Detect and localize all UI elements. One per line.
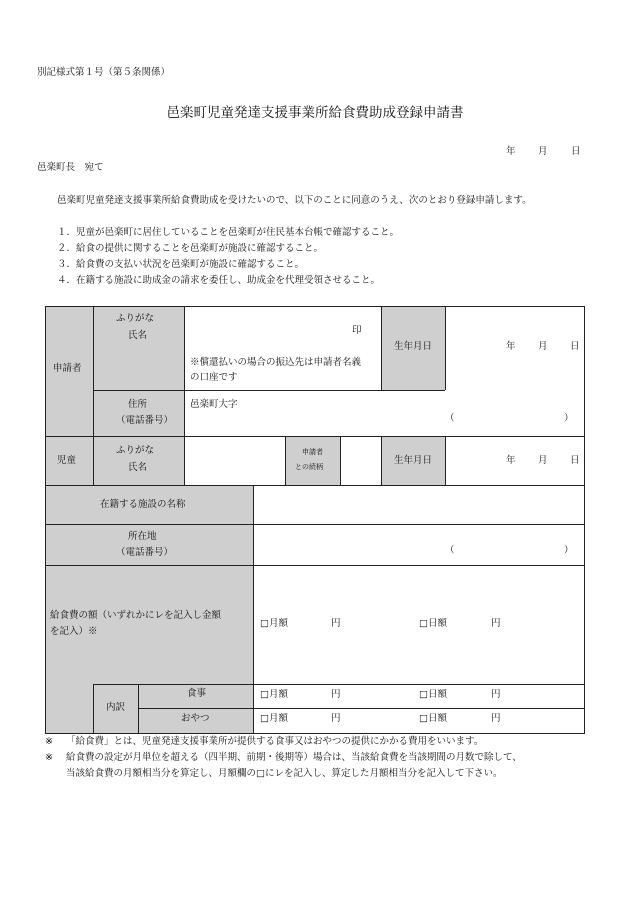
fee-yen-label: 円	[331, 618, 341, 629]
meal-yen-label: 円	[331, 689, 341, 700]
table-rule	[45, 565, 585, 566]
fee-breakdown-label-area	[45, 684, 253, 734]
child-relation-label: 申請者	[302, 448, 323, 456]
form-number: 別記様式第１号（第５条関係）	[37, 67, 171, 78]
seal-mark: 印	[352, 325, 362, 336]
facility-name-label: 在籍する施設の名称	[100, 499, 186, 510]
table-rule	[445, 306, 446, 390]
snack-yen-label: 円	[491, 713, 501, 724]
snack-yen-label: 円	[331, 713, 341, 724]
consent-item: ３．給食費の支払い状況を邑楽町が施設に確認すること。	[57, 259, 305, 270]
child-birth-month-label: 月	[538, 455, 548, 466]
table-rule	[93, 436, 94, 485]
table-border	[45, 306, 585, 307]
applicant-birth-year-label: 年	[506, 341, 516, 352]
fee-breakdown-label: 内訳	[106, 702, 126, 713]
meal-monthly-checkbox[interactable]: □月額	[260, 689, 288, 700]
applicant-address-label: 住所	[128, 399, 148, 410]
table-rule	[45, 485, 585, 486]
table-rule	[381, 436, 382, 485]
page-title: 邑楽町児童発達支援事業所給食費助成登録申請書	[166, 105, 464, 121]
child-birthdate-label: 生年月日	[394, 455, 433, 466]
child-section-label: 児童	[57, 455, 77, 466]
date-year-label: 年	[506, 146, 516, 157]
table-rule	[253, 485, 254, 734]
applicant-name-label: 氏名	[128, 330, 148, 341]
fee-daily-checkbox[interactable]: □日額	[419, 618, 447, 629]
table-rule	[184, 306, 185, 485]
phone-paren-close: ）	[564, 545, 574, 556]
table-rule	[45, 524, 585, 525]
note-text: 給食費の設定が月単位を超える（四半期、前期・後期等）場合は、当該給食費を当該期間の月数で除して、	[66, 752, 522, 763]
child-birth-year-label: 年	[506, 455, 516, 466]
table-rule	[93, 684, 585, 685]
note-mark: ※	[45, 736, 53, 747]
snack-monthly-checkbox[interactable]: □月額	[260, 713, 288, 724]
table-rule	[381, 306, 382, 390]
table-border	[584, 306, 585, 734]
table-rule	[445, 436, 446, 485]
child-birth-day-label: 日	[570, 455, 580, 466]
table-border	[45, 306, 46, 734]
applicant-section-label: 申請者	[53, 363, 82, 374]
meal-yen-label: 円	[491, 689, 501, 700]
date-month-label: 月	[538, 146, 548, 157]
intro-text: 邑楽町児童発達支援事業所給食費助成を受けたいので、以下のことに同意のうえ、次のとおり登録申請します。	[57, 195, 532, 206]
table-rule	[45, 436, 585, 437]
applicant-birthdate-label: 生年月日	[394, 341, 433, 352]
snack-label: おやつ	[181, 713, 210, 724]
application-form-table	[45, 306, 585, 734]
child-relation-label: との続柄	[295, 463, 323, 471]
table-rule	[93, 684, 94, 734]
table-rule	[138, 708, 585, 709]
consent-item: ４．在籍する施設に助成金の請求を委任し、助成金を代理受領させること。	[57, 275, 381, 286]
child-furigana-label: ふりがな	[116, 445, 155, 456]
phone-paren-open: （	[445, 413, 455, 424]
applicant-phone-label: （電話番号）	[116, 415, 174, 426]
meal-label: 食事	[187, 688, 207, 699]
child-name-label: 氏名	[128, 462, 148, 473]
addressee: 邑楽町長 宛て	[37, 162, 104, 173]
facility-location-label: 所在地	[128, 531, 157, 542]
applicant-furigana-label: ふりがな	[116, 313, 155, 324]
date-day-label: 日	[571, 146, 581, 157]
fee-monthly-checkbox[interactable]: □月額	[260, 618, 288, 629]
table-rule	[138, 684, 139, 734]
note-text: 「給食費」とは、児童発達支援事業所が提供する食事又はおやつの提供にかかる費用をいいます。	[66, 736, 484, 747]
applicant-birth-day-label: 日	[570, 341, 580, 352]
phone-paren-open: （	[445, 545, 455, 556]
fee-amount-label: 給食費の額（いずれかにレを記入し金額	[50, 610, 222, 621]
fee-label-cell	[45, 565, 253, 684]
child-relation-label-cell	[285, 436, 340, 485]
applicant-address-value: 邑楽町大字	[190, 399, 238, 410]
applicant-birth-month-label: 月	[538, 341, 548, 352]
table-border	[45, 733, 585, 734]
phone-paren-close: ）	[564, 413, 574, 424]
table-rule	[285, 436, 286, 485]
consent-item: １．児童が邑楽町に居住していることを邑楽町が住民基本台帳で確認すること。	[57, 227, 400, 238]
table-rule	[340, 436, 341, 485]
note-mark: ※	[45, 752, 53, 763]
consent-item: ２．給食の提供に関することを邑楽町が施設に確認すること。	[57, 243, 324, 254]
fee-yen-label: 円	[491, 618, 501, 629]
meal-daily-checkbox[interactable]: □日額	[419, 689, 447, 700]
snack-daily-checkbox[interactable]: □日額	[419, 713, 447, 724]
refund-account-note: ※償還払いの場合の振込先は申請者名義	[190, 357, 362, 368]
fee-amount-label: を記入）※	[50, 626, 98, 637]
table-rule	[93, 306, 94, 436]
table-rule	[93, 390, 445, 391]
facility-phone-label: （電話番号）	[116, 547, 174, 558]
refund-account-note: の口座です	[190, 372, 238, 383]
note-text: 当該給食費の月額相当分を算定し、月額欄の□にレを記入し、算定した月額相当分を記入して下さい。	[66, 768, 503, 779]
